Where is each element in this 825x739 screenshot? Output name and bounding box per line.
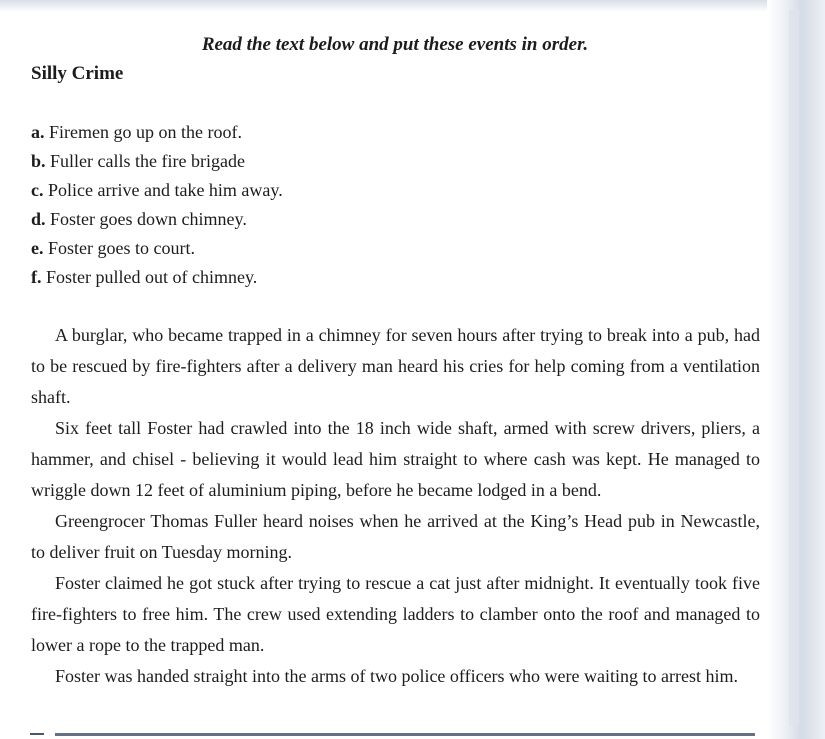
event-item-a: [31, 118, 283, 147]
event-text: Police arrive and take him away.: [48, 180, 283, 200]
event-letter: a.: [31, 122, 45, 142]
event-letter: b.: [31, 151, 46, 171]
event-text: Foster goes down chimney.: [50, 209, 247, 229]
story-paragraph: Foster claimed he got stuck after trying to rescue a cat just after midnight. It eventually took five fire-fighters to free him. The crew used extending ladders to clamber onto the roof and managed to lower a rope to the trapped man.: [31, 573, 760, 655]
story-paragraph: Six feet tall Foster had crawled into the 18 inch wide shaft, armed with screw drivers, pliers, a hammer, and chisel - believing it would lead him straight to where cash was kept. He managed to wriggle down 12 feet of aluminium piping, before he became lodged in a bend.: [31, 418, 760, 500]
instruction-heading: Read the text below and put these events in order.: [201, 34, 589, 55]
story-paragraph: Greengrocer Thomas Fuller heard noises when he arrived at the King’s Head pub in Newcastle, to deliver fruit on Tuesday morning.: [31, 511, 760, 562]
event-letter: d.: [31, 209, 46, 229]
event-text: Foster goes to court.: [48, 238, 195, 258]
event-letter: f.: [31, 267, 42, 287]
story-paragraph: A burglar, who became trapped in a chimney for seven hours after trying to break into a pub, had to be rescued by fire-fighters after a delivery man heard his cries for help coming from a ventilation shaft.: [31, 325, 760, 407]
scan-mark: [30, 733, 44, 735]
event-item-e: [31, 234, 283, 263]
event-text: Fuller calls the fire brigade: [50, 151, 245, 171]
event-text: Foster pulled out of chimney.: [46, 267, 258, 287]
story-title: Silly Crime: [31, 63, 124, 84]
event-item-f: [31, 263, 283, 292]
story-paragraph: Foster was handed straight into the arms of two police officers who were waiting to arrest him.: [55, 666, 738, 686]
event-text: Firemen go up on the roof.: [49, 122, 242, 142]
event-item-d: [31, 205, 283, 234]
scan-edge-right: [767, 0, 825, 739]
event-item-b: [31, 147, 283, 176]
event-letter: c.: [31, 180, 44, 200]
event-item-c: [31, 176, 283, 205]
story-text: [31, 320, 760, 692]
scan-bottom-rule: [55, 733, 755, 736]
event-letter: e.: [31, 238, 44, 258]
events-list: [31, 118, 283, 292]
